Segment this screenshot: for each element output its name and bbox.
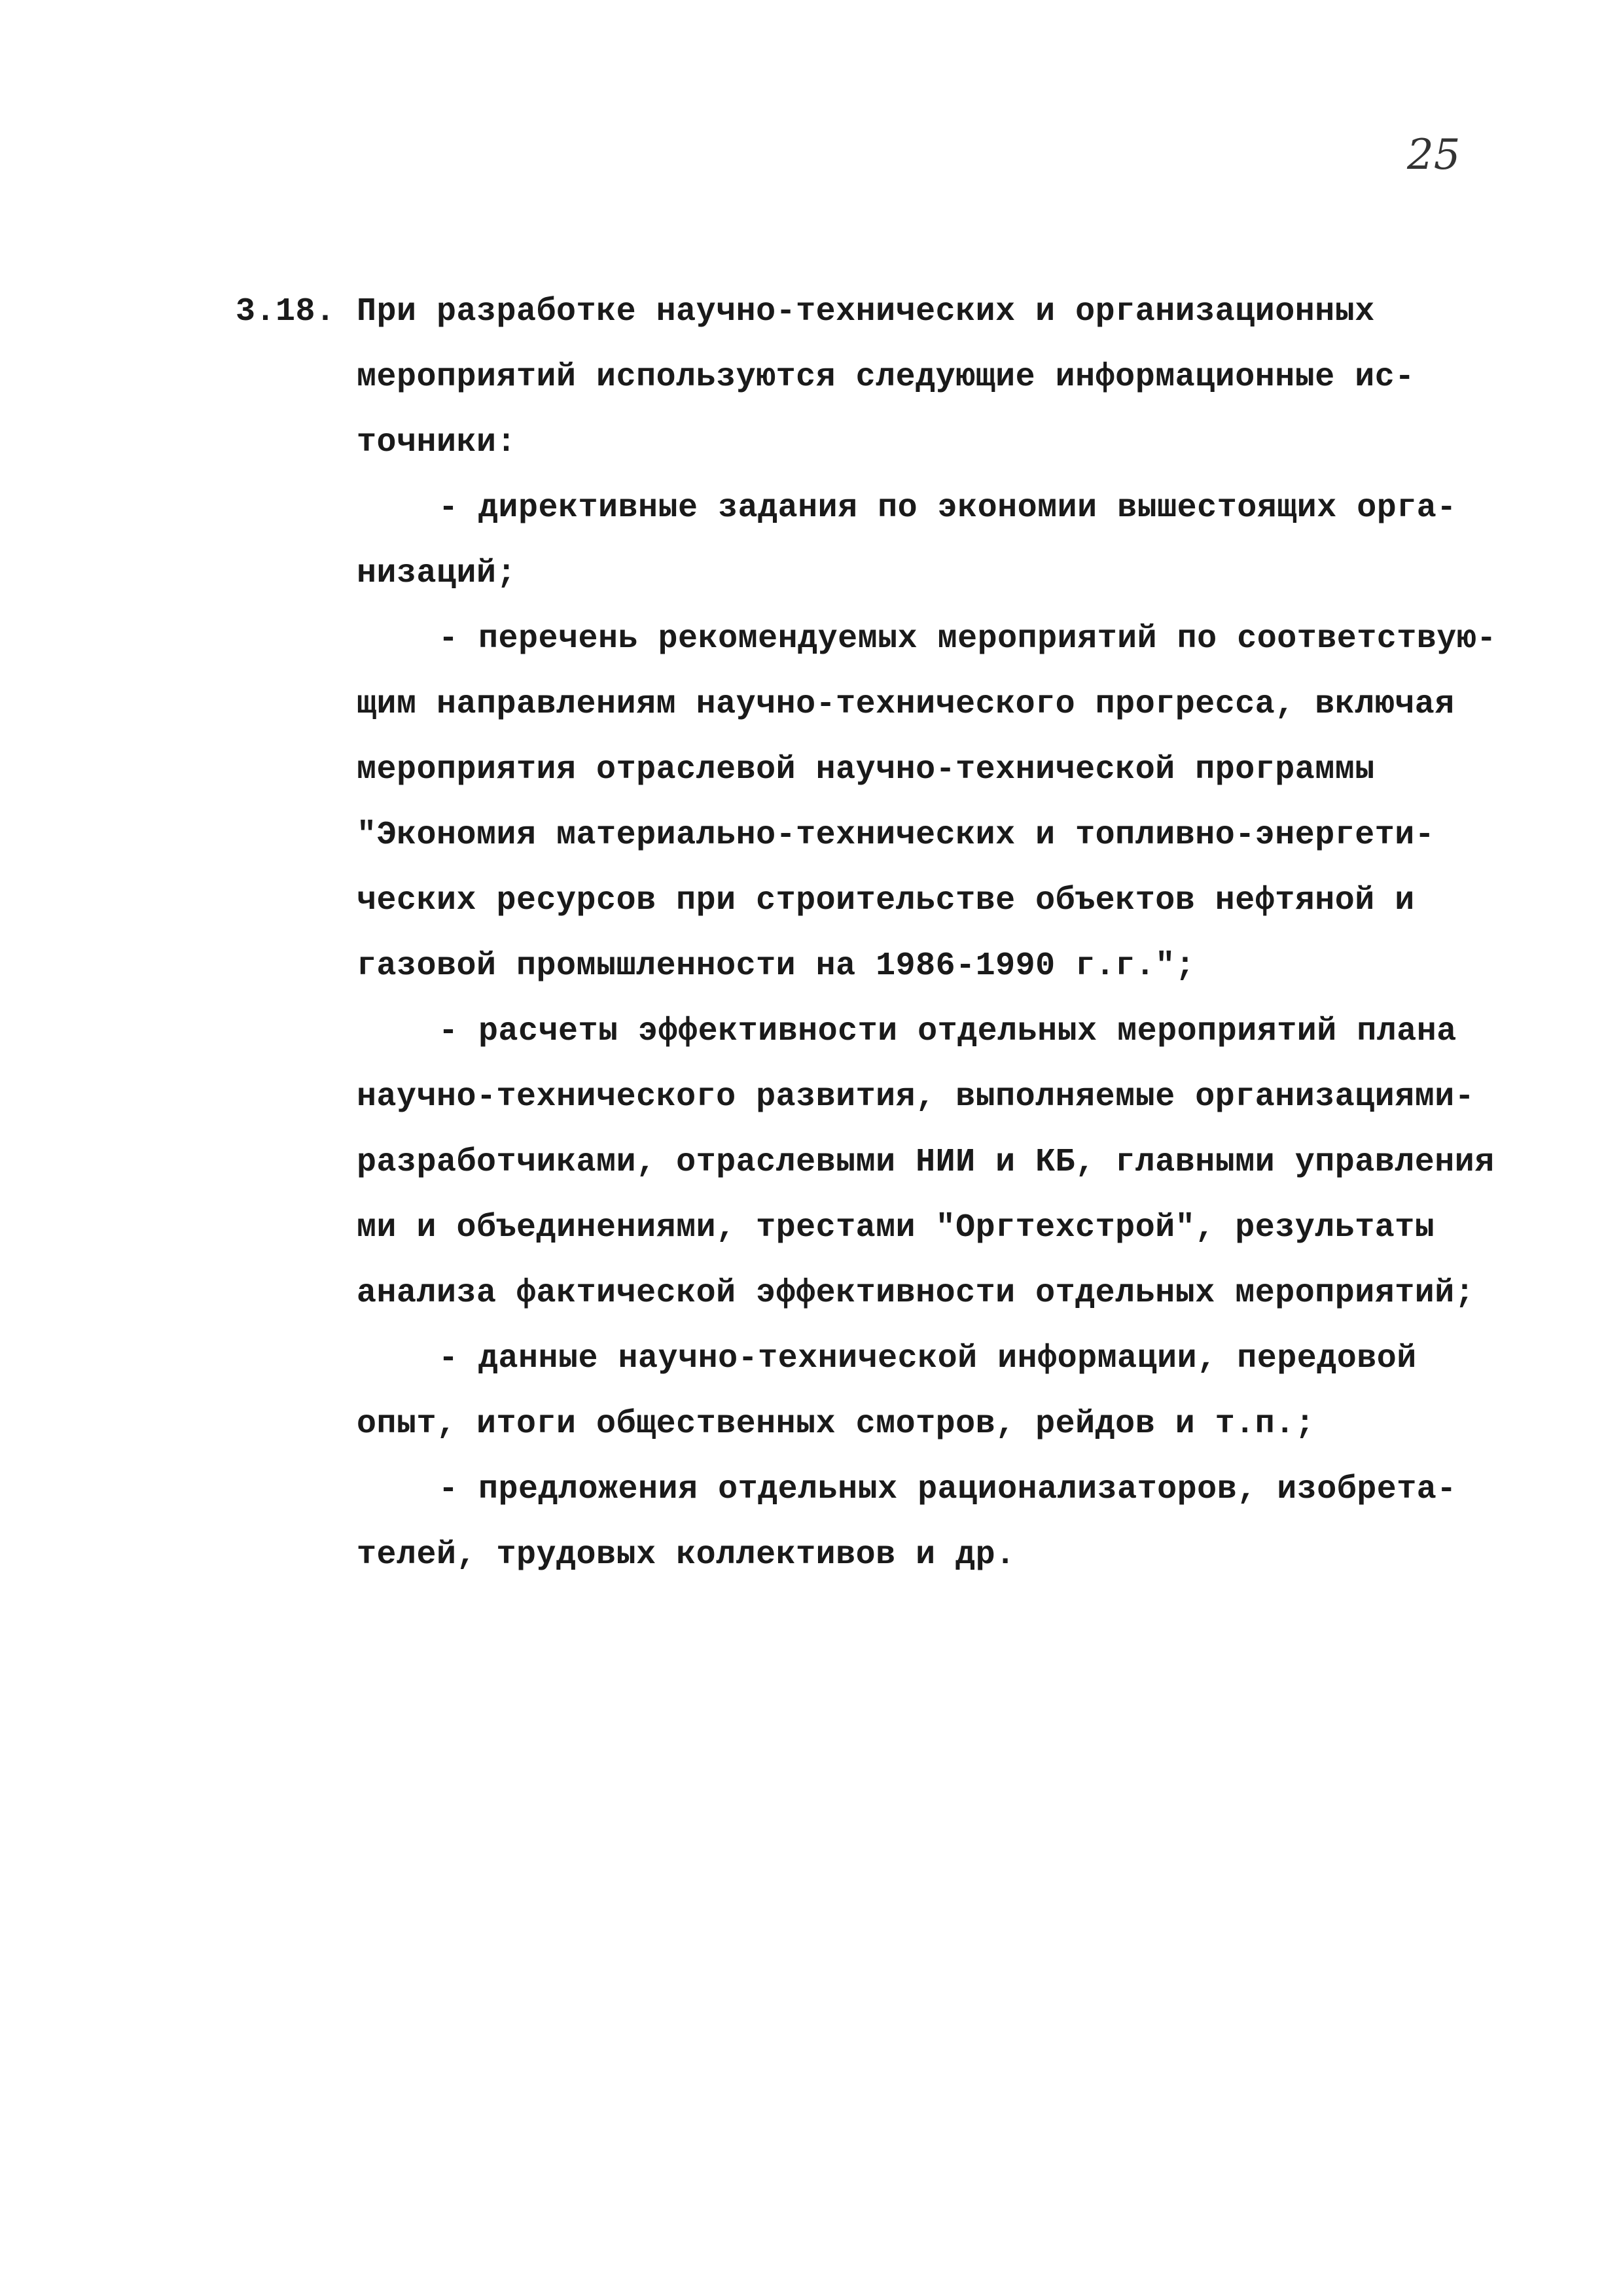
text-line: При разработке научно-технических и организационных [357, 293, 1375, 330]
text-line: разработчиками, отраслевыми НИИ и КБ, главными управления [357, 1144, 1495, 1181]
text-line: точники: [357, 424, 517, 461]
page-number: 25 [1407, 131, 1461, 179]
text-line: низаций; [357, 555, 517, 592]
text-line: газовой промышленности на 1986-1990 г.г."; [357, 947, 1196, 985]
text-line: мероприятия отраслевой научно-технической программы [357, 751, 1375, 788]
text-line: телей, трудовых коллективов и др. [357, 1536, 1016, 1574]
list-item-line: - предложения отдельных рационализаторов, изобрета- [438, 1471, 1457, 1508]
list-item-line: - директивные задания по экономии вышестоящих орга- [438, 489, 1457, 527]
text-line: анализа фактической эффективности отдельных мероприятий; [357, 1275, 1475, 1312]
section-number: 3.18. [236, 293, 336, 330]
text-line: научно-технического развития, выполняемые организациями- [357, 1078, 1475, 1116]
list-item-line: - перечень рекомендуемых мероприятий по соответствую- [438, 620, 1497, 658]
list-item-line: - расчеты эффективности отдельных мероприятий плана [438, 1013, 1457, 1050]
text-line: ми и объединениями, трестами "Оргтехстрой", результаты [357, 1209, 1435, 1246]
list-item-line: - данные научно-технической информации, передовой [438, 1340, 1417, 1377]
text-line: "Экономия материально-технических и топливно-энергети- [357, 817, 1435, 854]
text-line: опыт, итоги общественных смотров, рейдов и т.п.; [357, 1405, 1315, 1443]
text-line: мероприятий используются следующие информационные ис- [357, 359, 1415, 396]
text-line: щим направлениям научно-технического прогресса, включая [357, 686, 1455, 723]
text-line: ческих ресурсов при строительстве объектов нефтяной и [357, 882, 1415, 919]
